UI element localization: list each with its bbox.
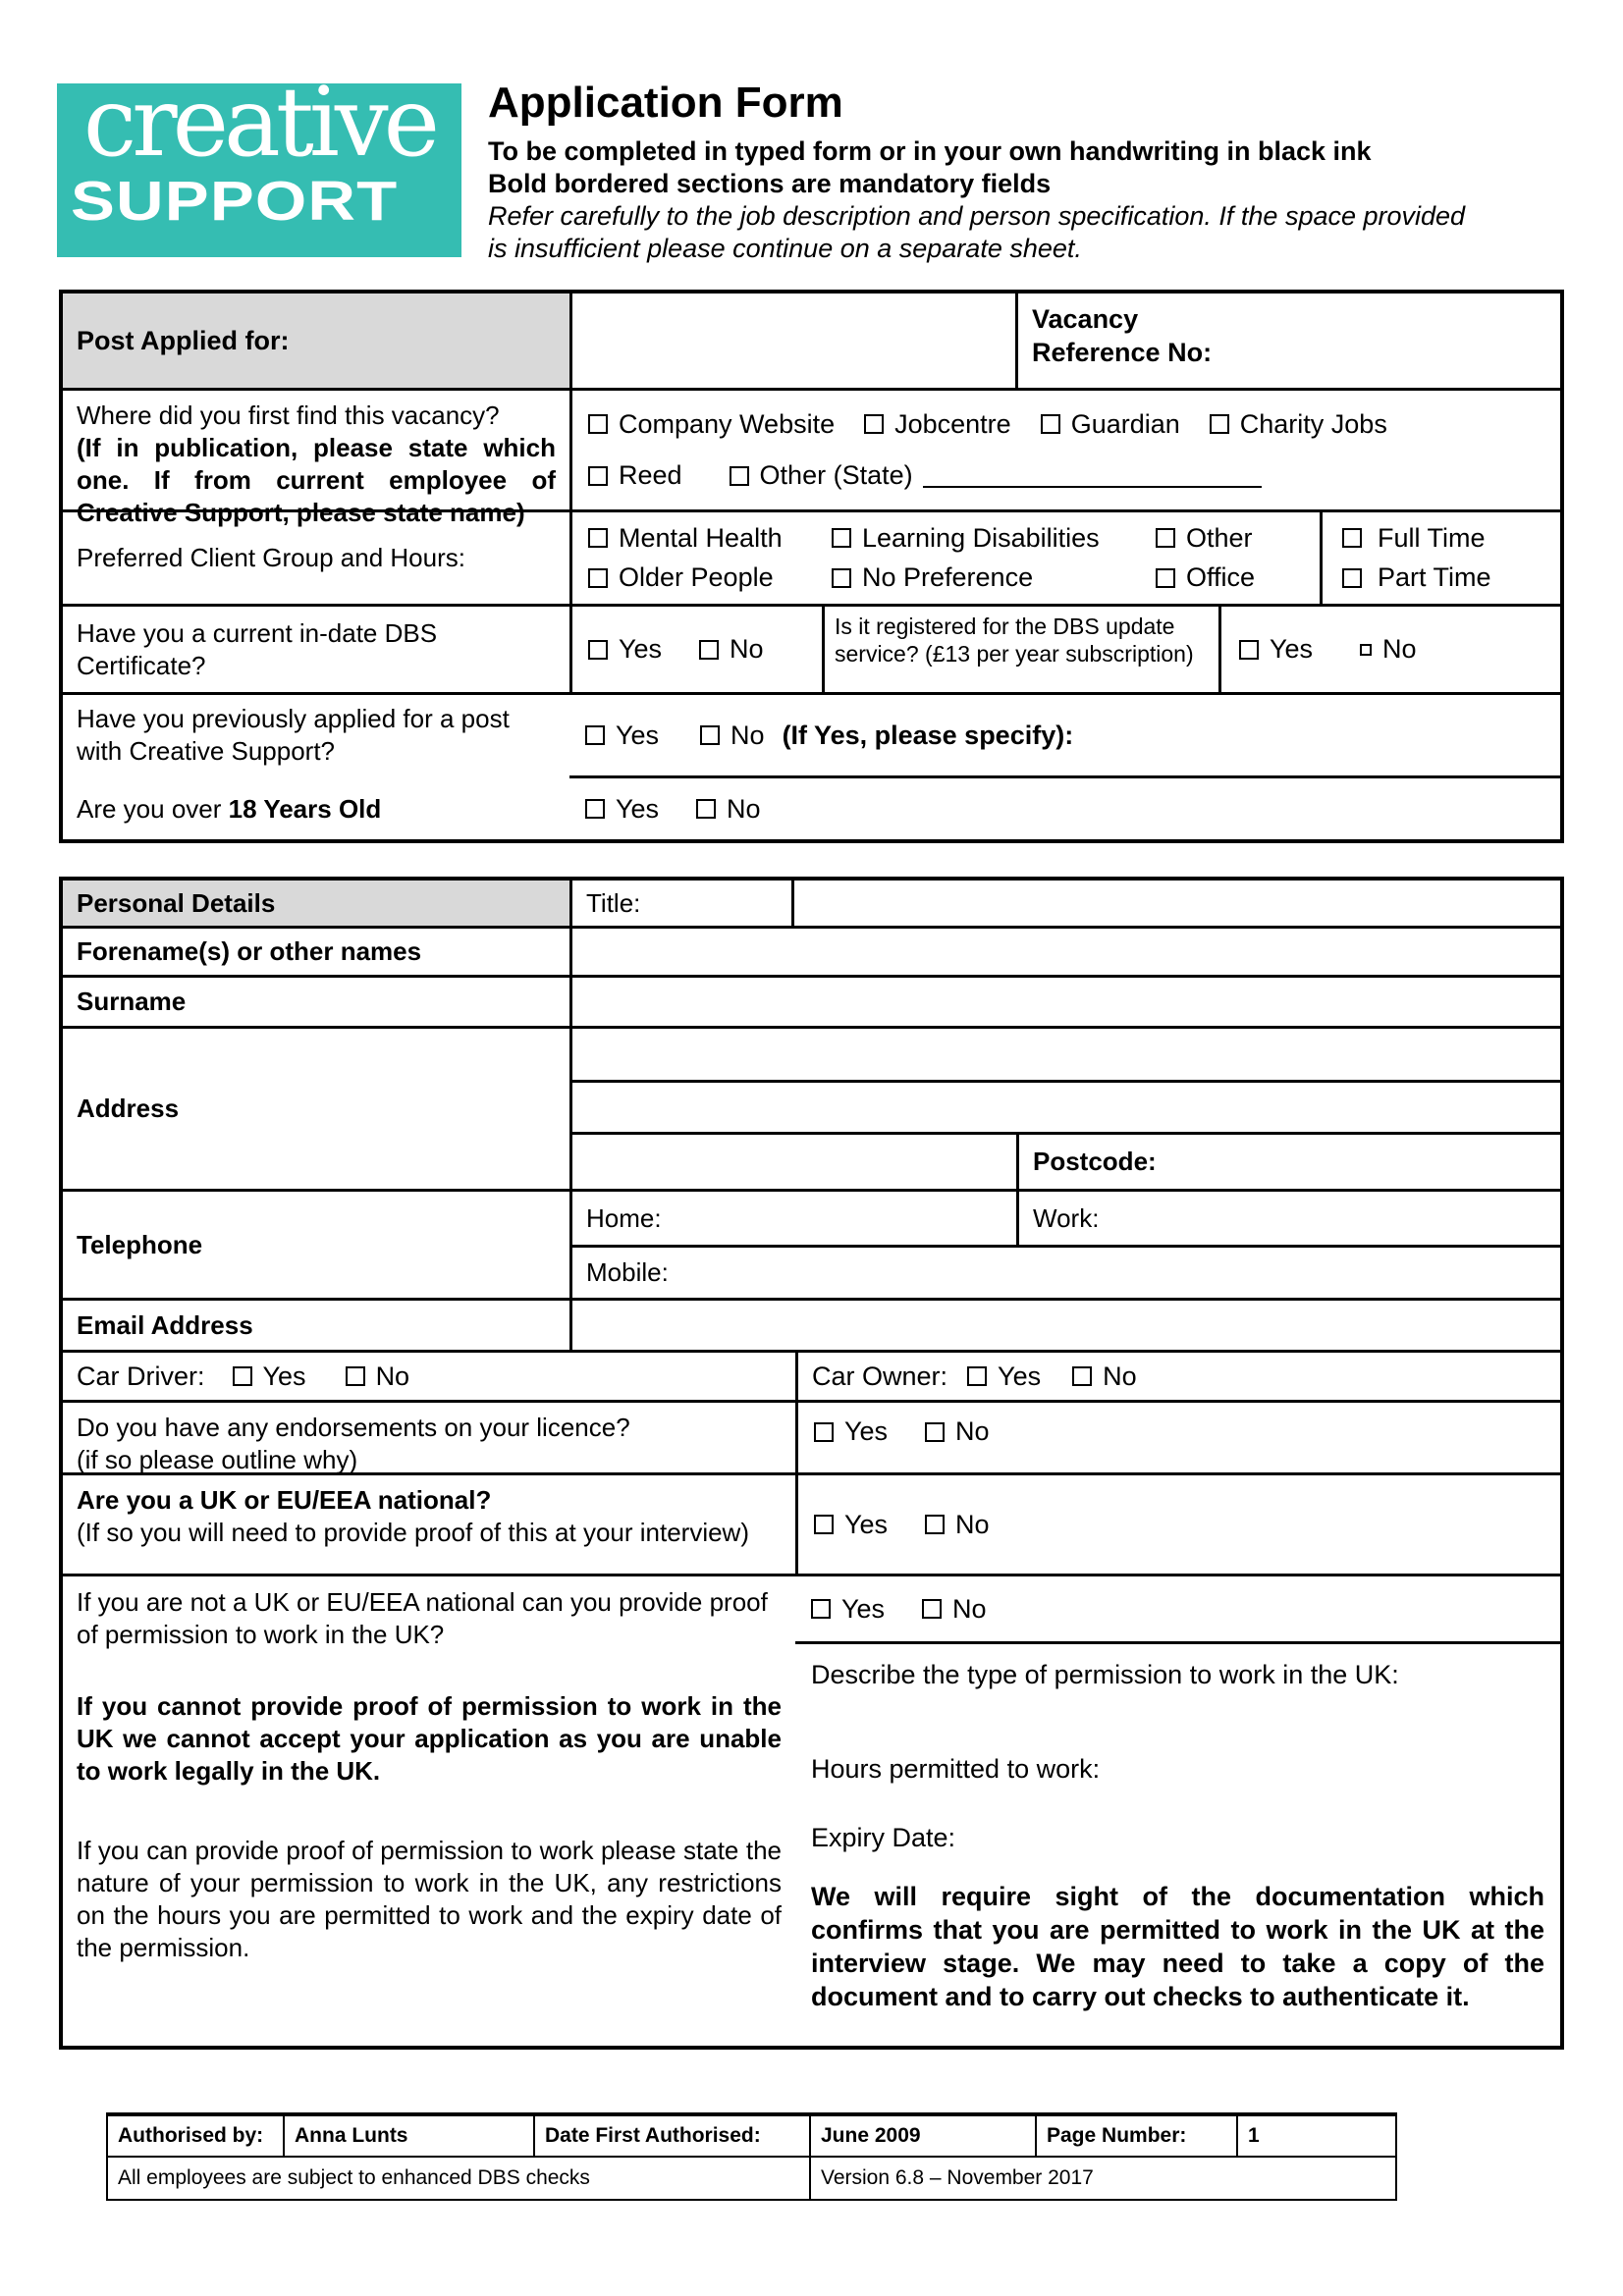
age-no-label: No <box>727 793 761 824</box>
charity-jobs-label: Charity Jobs <box>1239 408 1387 439</box>
checkbox-dbs-update-yes[interactable] <box>1239 640 1259 660</box>
hours-permitted-label: Hours permitted to work: <box>811 1754 1101 1784</box>
require-sight-text: We will require sight of the documentation which confirms that you are permitted to work in the UK at the interview stage. We may need to take a copy of the document and to carry out checks to authenticate it. <box>811 1882 1544 2011</box>
checkbox-full-time[interactable] <box>1342 528 1362 548</box>
postcode-cell[interactable] <box>1016 1135 1560 1189</box>
title-input[interactable] <box>791 881 1560 926</box>
cannot-provide-text: If you cannot provide proof of permission to work in the UK we cannot accept your application as you are unable to work legally in the UK. <box>77 1691 782 1786</box>
checkbox-dbs-yes[interactable] <box>588 640 608 660</box>
address-input-line2[interactable] <box>572 1080 1560 1132</box>
dbs-update-question-cell <box>822 607 1218 692</box>
checkbox-charity-jobs[interactable] <box>1210 414 1229 434</box>
previous-applied-question: Have you previously applied for a post with Creative Support? <box>77 704 510 766</box>
previous-yes-label: Yes <box>616 720 660 750</box>
learning-disabilities-label: Learning Disabilities <box>862 522 1100 553</box>
forename-input[interactable] <box>569 929 1560 975</box>
personal-details-table <box>59 877 1564 2050</box>
post-applied-label-cell <box>63 294 569 388</box>
endorsements-question-cell <box>63 1403 795 1472</box>
company-website-label: Company Website <box>619 408 836 439</box>
page-number-label: Page Number: <box>1035 2116 1236 2156</box>
not-national-question: If you are not a UK or EU/EEA national can you provide proof of permission to work in the UK? <box>77 1587 768 1649</box>
age-yes-label: Yes <box>616 793 660 824</box>
hours-options-cell <box>1320 512 1560 604</box>
office-label: Office <box>1186 562 1256 593</box>
mobile-phone-label: Mobile: <box>586 1257 669 1287</box>
age-yes-no-cell <box>569 775 1560 839</box>
can-provide-text: If you can provide proof of permission to work please state the nature of your permission to work in the UK, any restrictions on the hours you are permitted to work and the expiry date of the permission. <box>77 1836 782 1962</box>
page-title: Application Form <box>488 79 843 127</box>
client-group-label: Preferred Client Group and Hours: <box>77 543 465 572</box>
checkbox-age-no[interactable] <box>696 799 716 819</box>
work-phone-label: Work: <box>1033 1202 1100 1233</box>
age-question-bold: 18 Years Old <box>228 794 382 824</box>
dbs-no-label: No <box>730 634 764 664</box>
vacancy-ref-label-line2: Reference No: <box>1032 338 1213 367</box>
header-note-italic-1: Refer carefully to the job description and person specification. If the space provided <box>488 201 1466 231</box>
mental-health-label: Mental Health <box>619 522 783 553</box>
car-owner-yes-label: Yes <box>998 1362 1042 1391</box>
client-group-label-cell <box>63 512 569 604</box>
national-question-cell <box>63 1475 795 1574</box>
permission-left-cell <box>63 1576 795 2046</box>
checkbox-mental-health[interactable] <box>588 528 608 548</box>
previous-applied-yes-no-cell <box>569 695 1560 775</box>
vacancy-ref-cell[interactable] <box>1015 294 1560 388</box>
dbs-update-yes-no-cell <box>1218 607 1560 692</box>
national-note: (If so you will need to provide proof of this at your interview) <box>77 1518 749 1547</box>
page-number-value: 1 <box>1236 2116 1395 2156</box>
surname-label-cell <box>63 978 569 1026</box>
guardian-label: Guardian <box>1070 408 1180 439</box>
dbs-question: Have you a current in-date DBS Certificate? <box>77 617 438 680</box>
dbs-yes-label: Yes <box>619 634 663 664</box>
title-label-cell <box>569 881 791 926</box>
national-question: Are you a UK or EU/EEA national? <box>77 1485 492 1515</box>
checkbox-age-yes[interactable] <box>585 799 605 819</box>
creative-support-logo <box>57 67 461 257</box>
endorsements-yes-no-cell <box>795 1403 1560 1472</box>
jobcentre-label: Jobcentre <box>894 408 1011 439</box>
postcode-label: Postcode: <box>1033 1147 1157 1176</box>
checkbox-dbs-update-no[interactable] <box>1360 644 1372 656</box>
post-applied-label: Post Applied for: <box>77 326 290 355</box>
endorsements-note: (if so please outline why) <box>77 1445 358 1474</box>
address-input-line1[interactable] <box>572 1029 1560 1080</box>
personal-details-header: Personal Details <box>77 887 276 918</box>
previous-specify-note: (If Yes, please specify): <box>782 720 1074 750</box>
personal-details-header-cell <box>63 881 569 926</box>
forename-label-cell <box>63 929 569 975</box>
found-options-cell <box>569 391 1560 509</box>
logo-word-support: SUPPORT <box>71 170 399 233</box>
full-time-label: Full Time <box>1378 522 1486 553</box>
checkbox-dbs-no[interactable] <box>699 640 719 660</box>
car-driver-no-label: No <box>375 1362 410 1391</box>
previous-and-age-label-cell <box>63 695 569 839</box>
telephone-label-cell <box>63 1192 569 1298</box>
checkbox-office[interactable] <box>1156 568 1175 588</box>
address-input-line3[interactable] <box>572 1135 1016 1189</box>
checkbox-car-owner-no[interactable] <box>1072 1366 1092 1386</box>
car-driver-cell <box>63 1353 795 1400</box>
endorsements-no-label: No <box>955 1416 990 1446</box>
previous-no-label: No <box>730 720 765 750</box>
vacancy-table <box>59 290 1564 843</box>
title-label: Title: <box>586 887 641 918</box>
surname-input[interactable] <box>569 978 1560 1026</box>
authorised-by-label: Authorised by: <box>118 2124 264 2147</box>
age-question-normal: Are you over <box>77 794 229 824</box>
part-time-label: Part Time <box>1378 562 1491 593</box>
describe-permission-label: Describe the type of permission to work in the UK: <box>811 1660 1399 1689</box>
permission-no-label: No <box>952 1593 987 1624</box>
vacancy-ref-label-line1: Vacancy <box>1032 304 1139 334</box>
checkbox-older-people[interactable] <box>588 568 608 588</box>
found-question-cell <box>63 391 569 527</box>
permission-detail-cell[interactable] <box>795 1641 1560 2046</box>
car-owner-cell <box>795 1353 1560 1400</box>
date-first-authorised-value: June 2009 <box>809 2116 1035 2156</box>
dbs-update-question: Is it registered for the DBS update service? (£13 per year subscription) <box>835 614 1194 667</box>
other-client-label: Other <box>1186 522 1253 553</box>
found-question-note: (If in publication, please state which one. If from current employee of Creative Support, please state name) <box>77 433 556 527</box>
checkbox-learning-disabilities[interactable] <box>832 528 851 548</box>
telephone-label: Telephone <box>77 1229 203 1259</box>
home-phone-label: Home: <box>586 1202 662 1233</box>
email-label-cell <box>63 1301 569 1350</box>
dbs-update-yes-label: Yes <box>1270 634 1314 664</box>
address-label: Address <box>77 1094 180 1123</box>
footer-dbs-note: All employees are subject to enhanced DBS checks <box>118 2166 590 2189</box>
other-state-label: Other (State) <box>759 460 913 491</box>
endorsements-question: Do you have any endorsements on your licence? <box>77 1413 630 1442</box>
header-note-bold-2: Bold bordered sections are mandatory fields <box>488 169 1052 198</box>
logo-word-creative: creative <box>82 67 436 178</box>
older-people-label: Older People <box>619 562 774 593</box>
authorised-by-value: Anna Lunts <box>283 2116 533 2156</box>
header-note-italic-2: is insufficient please continue on a separate sheet. <box>488 234 1082 263</box>
dbs-update-no-label: No <box>1382 634 1417 664</box>
checkbox-permission-yes[interactable] <box>811 1599 831 1619</box>
work-phone-cell[interactable] <box>1016 1192 1560 1245</box>
national-no-label: No <box>955 1509 990 1539</box>
car-driver-label: Car Driver: <box>77 1362 205 1391</box>
date-first-authorised-label: Date First Authorised: <box>533 2116 809 2156</box>
reed-label: Reed <box>619 460 682 491</box>
email-label: Email Address <box>77 1309 253 1340</box>
checkbox-permission-no[interactable] <box>922 1599 942 1619</box>
forename-label: Forename(s) or other names <box>77 936 422 966</box>
car-driver-yes-label: Yes <box>262 1362 306 1391</box>
home-phone-cell[interactable] <box>572 1192 1016 1245</box>
checkbox-car-owner-yes[interactable] <box>967 1366 987 1386</box>
checkbox-endorsements-no[interactable] <box>925 1422 945 1442</box>
permission-yes-label: Yes <box>841 1593 886 1624</box>
checkbox-jobcentre[interactable] <box>864 414 884 434</box>
expiry-date-label: Expiry Date: <box>811 1823 956 1852</box>
address-label-cell <box>63 1029 569 1189</box>
dbs-question-cell <box>63 607 569 692</box>
endorsements-yes-label: Yes <box>844 1416 889 1446</box>
national-yes-label: Yes <box>844 1509 889 1539</box>
email-input[interactable] <box>569 1301 1560 1350</box>
mobile-phone-cell[interactable] <box>572 1245 1560 1298</box>
national-yes-no-cell <box>795 1475 1560 1574</box>
dbs-yes-no-cell <box>569 607 822 692</box>
no-preference-label: No Preference <box>862 562 1034 593</box>
footer-version: Version 6.8 – November 2017 <box>809 2158 1395 2199</box>
permission-yes-no-cell <box>795 1576 1560 1641</box>
checkbox-endorsements-yes[interactable] <box>814 1422 834 1442</box>
found-question: Where did you first find this vacancy? <box>77 400 500 430</box>
checkbox-national-yes[interactable] <box>814 1515 834 1534</box>
checkbox-car-driver-yes[interactable] <box>233 1366 252 1386</box>
checkbox-previous-yes[interactable] <box>585 725 605 745</box>
checkbox-previous-no[interactable] <box>700 725 720 745</box>
header-note-bold-1: To be completed in typed form or in your own handwriting in black ink <box>488 136 1372 166</box>
post-applied-input[interactable] <box>569 294 1015 388</box>
checkbox-part-time[interactable] <box>1342 568 1362 588</box>
checkbox-other-state[interactable] <box>730 466 749 486</box>
checkbox-reed[interactable] <box>588 466 608 486</box>
surname-label: Surname <box>77 987 187 1016</box>
car-owner-no-label: No <box>1103 1362 1137 1391</box>
footer-table <box>106 2112 1397 2201</box>
checkbox-national-no[interactable] <box>925 1515 945 1534</box>
checkbox-company-website[interactable] <box>588 414 608 434</box>
other-state-input-line[interactable] <box>923 464 1262 488</box>
client-group-options-cell <box>569 512 1320 604</box>
car-owner-label: Car Owner: <box>812 1362 948 1391</box>
checkbox-no-preference[interactable] <box>832 568 851 588</box>
header-text-block <box>488 79 1568 265</box>
checkbox-car-driver-no[interactable] <box>346 1366 365 1386</box>
checkbox-other-client[interactable] <box>1156 528 1175 548</box>
checkbox-guardian[interactable] <box>1041 414 1060 434</box>
